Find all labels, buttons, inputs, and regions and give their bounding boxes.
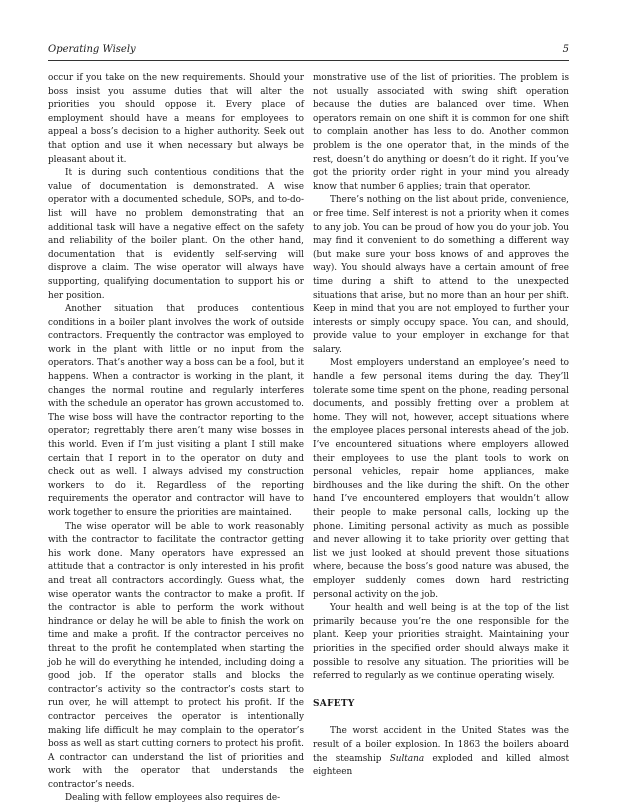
running-header <box>48 44 569 61</box>
paragraph: It is during such contentious conditions that the value of documentation is demonstrated. A wise operator with a documented schedule, SOPs, and to-do-list will have no problem demonstrating that an additional task will have a negative effect on the safety and reliability of the boiler plant. On the other hand, documentation that is evidently self-serving will disprove a claim. The wise operator will always have supporting, qualifying documentation to support his or her position. <box>48 168 304 301</box>
paragraph: Most employers understand an employee’s need to handle a few personal items during the day. They’ll tolerate some time spent on the phone, reading personal documents, and possibly fretting over a problem at home. They will not, however, accept situations where the employee places personal interests ahead of the job. I’ve encountered situations where employers allowed their employees to use the plant tools to work on personal vehicles, repair home appliances, make birdhouses and the like during the shift. On the other hand I’ve encountered employers that wouldn’t allow their people to make personal calls, locking up the phone. Limiting personal activity as much as possible and never allowing it to take priority over getting that list we just looked at should prevent those situations where, because the boss’s good nature was abused, the employer suddenly comes down hard restricting personal activity on the job. <box>313 358 569 600</box>
paragraph: monstrative use of the list of priorities. The problem is not usually associated with swing shift operation because the duties are balanced over time. When operators remain on one shift it is common for one shift to complain another has less to do. Another common problem is the one operator that, in the minds of the rest, doesn’t do anything or doesn’t do it right. If you’ve got the priority order right in your mind you already know that number 6 applies; train that operator. <box>313 73 569 192</box>
paragraph <box>313 725 569 779</box>
running-title: Operating Wisely <box>48 44 136 55</box>
left-column <box>48 72 304 806</box>
paragraph: occur if you take on the new requirements. Should your boss insist you assume duties that will alter the priorities you should oppose it. Every place of employment should have a means for employees to appeal a boss’s decision to a higher authority. Seek out that option and use it when necessary but always be pleasant about it. <box>48 73 304 165</box>
safety-text-start: The worst accident in the United States was the result of a boiler explosion. In 1863 the boilers aboard the steamship <box>313 726 569 764</box>
paragraph: There’s nothing on the list about pride, convenience, or free time. Self interest is not a priority when it comes to any job. You can be proud of how you do your job. You may find it convenient to do something a different way (but make sure your boss knows of and approves the way). You should always have a certain amount of free time during a shift to attend to the unexpected situations that arise, but no more than an hour per shift. Keep in mind that you are not employed to further your interests or simply occupy space. You can, and should, provide value to your employer in exchange for that salary. <box>313 195 569 355</box>
section-heading: SAFETY <box>313 698 355 709</box>
paragraph: Your health and well being is at the top of the list primarily because you’re the one responsible for the plant. Keep your priorities straight. Maintaining your priorities in the specified order should always make it possible to resolve any situation. The priorities will be referred to regularly as we continue operating wisely. <box>313 603 569 682</box>
paragraph: The wise operator will be able to work reasonably with the contractor to facilitate the contractor getting his work done. Many operators have expressed an attitude that a contractor is only interested in his profit and treat all contractors accordingly. Guess what, the wise operator wants the contractor to make a profit. If the contractor is able to perform the work without hindrance or delay he will be able to finish the work on time and make a profit. If the contractor perceives no threat to the profit he contemplated when starting the job he will do everything he intended, including doing a good job. If the operator stalls and blocks the contractor’s activity so the contractor’s costs start to run over, he will attempt to protect his profit. If the contractor perceives the operator is intentionally making life difficult he may complain to the operator’s boss as well as start cutting corners to protect his profit. A contractor can understand the list of priorities and work with the operator that understands the contractor’s needs. <box>48 521 304 790</box>
page-number: 5 <box>562 44 569 55</box>
safety-text-end: exploded and killed almost eighteen <box>313 753 570 778</box>
ship-name: Sultana <box>389 753 425 764</box>
right-column <box>313 72 569 780</box>
paragraph: Another situation that produces contentious conditions in a boiler plant involves the work of outside contractors. Frequently the contractor was employed to work in the plant with little or no input from the operators. That’s another way a boss can be a fool, but it happens. When a contractor is working in the plant, it changes the normal routine and regularly interferes with the schedule an operator has grown accustomed to. The wise boss will have the contractor reporting to the operator; regrettably there aren’t many wise bosses in this world. Even if I’m just visiting a plant I still make certain that I report in to the operator on duty and check out as well. I always advised my construction workers to do it. Regardless of the reporting requirements the operator and contractor will have to work together to ensure the priorities are maintained. <box>48 304 304 518</box>
paragraph: Dealing with fellow employees also requires de- <box>65 793 281 804</box>
